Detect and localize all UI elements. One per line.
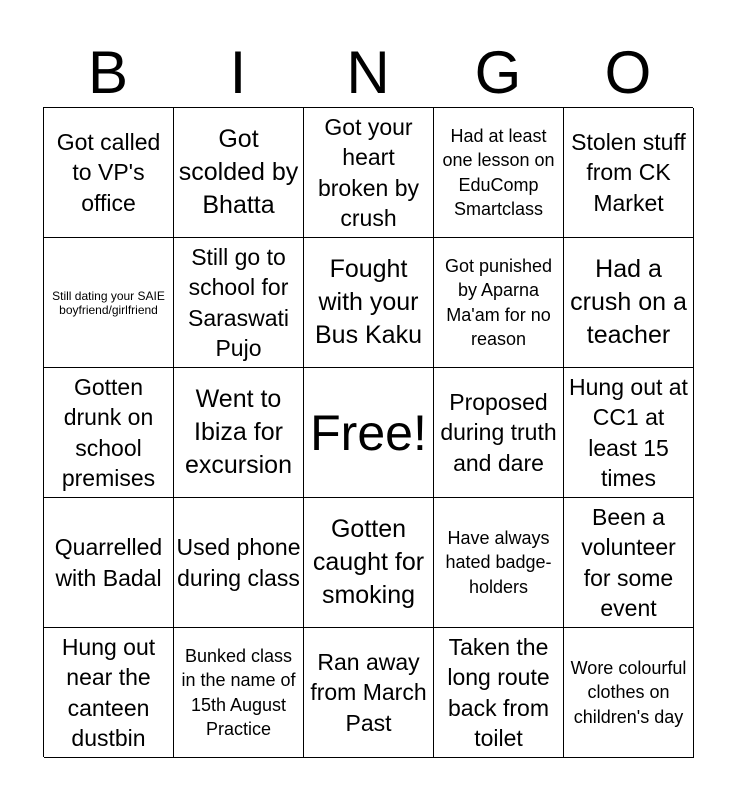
bingo-cell[interactable] [44, 498, 174, 628]
cell-text: Got called to VP's office [56, 128, 161, 216]
bingo-cell[interactable] [174, 108, 304, 238]
cell-text: Still dating your SAIE boyfriend/girlfriend [52, 288, 165, 317]
header-letter-o: O [604, 39, 652, 106]
cell-text: Gotten caught for smoking [312, 515, 425, 609]
bingo-cell[interactable] [434, 368, 564, 498]
cell-text: Ran away from March Past [310, 648, 427, 736]
cell-text: Have always hated badge-holders [445, 527, 552, 597]
cell-text: Used phone during class [176, 534, 301, 591]
cell-text: Taken the long route back from toilet [447, 633, 550, 751]
bingo-cell[interactable] [304, 628, 434, 758]
cell-text: Went to Ibiza for excursion [185, 385, 292, 479]
bingo-cell[interactable] [564, 108, 694, 238]
cell-text: Stolen stuff from CK Market [571, 128, 686, 216]
cell-text: Hung out at CC1 at least 15 times [569, 373, 688, 491]
bingo-cell[interactable] [44, 628, 174, 758]
cell-text: Hung out near the canteen dustbin [61, 633, 156, 751]
bingo-cell[interactable] [174, 238, 304, 368]
cell-text: Had a crush on a teacher [570, 255, 687, 349]
bingo-cell[interactable] [174, 498, 304, 628]
cell-text: Bunked class in the name of 15th August Practice [181, 645, 296, 739]
cell-text: Quarrelled with Badal [54, 534, 163, 591]
cell-text: Wore colourful clothes on children's day [570, 657, 687, 727]
bingo-cell[interactable] [564, 238, 694, 368]
cell-text: Gotten drunk on school premises [61, 373, 156, 491]
bingo-cell[interactable] [44, 108, 174, 238]
bingo-cell[interactable] [44, 368, 174, 498]
bingo-cell[interactable] [174, 368, 304, 498]
free-space-cell[interactable] [304, 368, 434, 498]
cell-text: Had at least one lesson on EduComp Smartclass [442, 125, 555, 219]
bingo-cell[interactable] [44, 238, 174, 368]
cell-text: Still go to school for Saraswati Pujo [188, 243, 289, 361]
cell-text: Been a volunteer for some event [581, 503, 676, 621]
header-letter-g: G [474, 39, 522, 106]
header-letter-b: B [87, 39, 129, 106]
bingo-board [43, 107, 693, 757]
bingo-cell[interactable] [434, 498, 564, 628]
bingo-cell[interactable] [304, 238, 434, 368]
bingo-cell[interactable] [174, 628, 304, 758]
cell-text: Got punished by Aparna Ma'am for no reason [444, 255, 553, 349]
bingo-cell[interactable] [564, 628, 694, 758]
header-letter-i: I [229, 39, 247, 106]
free-space-text: Free! [310, 404, 427, 461]
bingo-cell[interactable] [564, 368, 694, 498]
bingo-header [43, 40, 693, 106]
cell-text: Fought with your Bus Kaku [314, 255, 422, 349]
cell-text: Got your heart broken by crush [317, 113, 419, 231]
bingo-cell[interactable] [434, 238, 564, 368]
cell-text: Got scolded by Bhatta [178, 125, 299, 219]
bingo-cell[interactable] [304, 108, 434, 238]
bingo-cell[interactable] [304, 498, 434, 628]
cell-text: Proposed during truth and dare [440, 388, 557, 476]
bingo-cell[interactable] [434, 108, 564, 238]
header-letter-n: N [346, 39, 390, 106]
bingo-cell[interactable] [434, 628, 564, 758]
bingo-cell[interactable] [564, 498, 694, 628]
